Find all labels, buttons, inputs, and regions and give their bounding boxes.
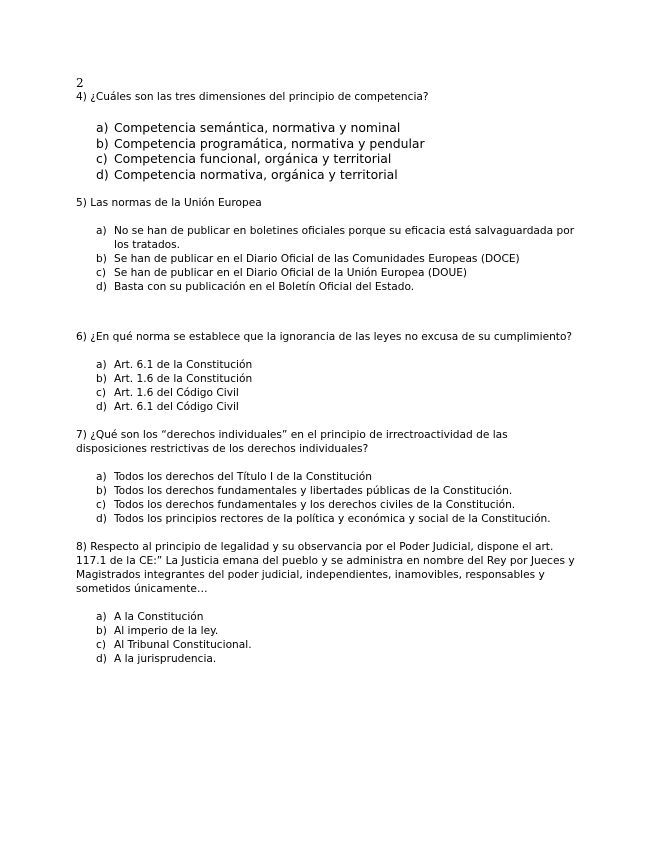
- option-b: [96, 484, 578, 498]
- option-label: b): [96, 135, 109, 151]
- option-text: Todos los derechos del Título I de la Constitución: [114, 471, 372, 483]
- option-label: d): [96, 653, 107, 665]
- option-label: c): [96, 267, 106, 279]
- option-b: [96, 372, 578, 386]
- option-text: Se han de publicar en el Diario Oficial de la Unión Europea (DOUE): [114, 267, 468, 279]
- question-5-text: 5) Las normas de la Unión Europea: [76, 197, 262, 209]
- question-8: [76, 540, 578, 666]
- option-a: [96, 120, 578, 136]
- option-label: b): [96, 625, 107, 637]
- option-text: Al imperio de la ley.: [114, 625, 219, 637]
- question-6: [76, 330, 578, 414]
- option-label: a): [96, 611, 107, 623]
- option-text: Competencia funcional, orgánica y territorial: [114, 151, 392, 166]
- option-label: c): [96, 151, 108, 166]
- option-text: Art. 1.6 de la Constitución: [114, 373, 253, 385]
- option-a: [96, 610, 578, 624]
- option-text: Art. 1.6 del Código Civil: [114, 387, 239, 399]
- option-c: [96, 638, 578, 652]
- option-d: [96, 652, 578, 666]
- question-5-options: [96, 224, 578, 294]
- option-text: Art. 6.1 de la Constitución: [114, 359, 253, 371]
- option-label: a): [96, 120, 109, 135]
- option-text: Competencia programática, normativa y pendular: [114, 135, 425, 151]
- option-b: [96, 624, 578, 638]
- option-label: a): [96, 471, 107, 483]
- option-a: [96, 358, 578, 372]
- option-text: Competencia normativa, orgánica y territorial: [114, 166, 398, 182]
- option-label: d): [96, 401, 107, 413]
- question-7-text: 7) ¿Qué son los “derechos individuales” en el principio de irrectroactividad de las disposiciones restrictivas de los derechos individuales?: [76, 429, 508, 455]
- option-text: Art. 6.1 del Código Civil: [114, 401, 239, 413]
- option-text: Al Tribunal Constitucional.: [114, 639, 252, 651]
- question-7-options: [96, 470, 578, 526]
- option-b: [96, 136, 578, 152]
- option-c: [96, 386, 578, 400]
- option-d: [96, 400, 578, 414]
- option-b: [96, 252, 578, 266]
- option-label: b): [96, 253, 107, 265]
- option-d: [96, 167, 578, 183]
- question-8-text: 8) Respecto al principio de legalidad y su observancia por el Poder Judicial, dispone el art. 117.1 de la CE:” La Justicia emana del pueblo y se administra en nombre del Rey por Jueces y Magistrados integrantes del poder judicial, independientes, inamovibles, responsables y sometidos únicamente…: [76, 541, 575, 595]
- option-a: [96, 470, 578, 484]
- option-label: b): [96, 485, 107, 497]
- option-text: Todos los derechos fundamentales y libertades públicas de la Constitución.: [114, 485, 513, 497]
- option-text: Competencia semántica, normativa y nominal: [114, 120, 401, 135]
- option-label: c): [96, 639, 106, 651]
- page-number: 2: [76, 76, 84, 90]
- option-label: c): [96, 387, 106, 399]
- option-label: a): [96, 225, 107, 237]
- option-text: Todos los principios rectores de la política y económica y social de la Constitución.: [114, 513, 551, 525]
- question-4-text: 4) ¿Cuáles son las tres dimensiones del principio de competencia?: [76, 91, 429, 103]
- question-7: [76, 428, 578, 526]
- question-8-options: [96, 610, 578, 666]
- option-label: d): [96, 166, 109, 182]
- option-c: [96, 151, 578, 167]
- question-5: [76, 196, 578, 294]
- option-label: b): [96, 373, 107, 385]
- option-label: c): [96, 499, 106, 511]
- option-d: [96, 512, 578, 526]
- option-a: [96, 224, 578, 252]
- option-d: [96, 280, 578, 294]
- question-6-options: [96, 358, 578, 414]
- option-label: a): [96, 359, 107, 371]
- option-text: Basta con su publicación en el Boletín Oficial del Estado.: [114, 281, 415, 293]
- option-c: [96, 498, 578, 512]
- option-text: Todos los derechos fundamentales y los derechos civiles de la Constitución.: [114, 499, 516, 511]
- option-text: A la jurisprudencia.: [114, 653, 217, 665]
- exam-page: [76, 76, 578, 666]
- question-4: [76, 90, 578, 182]
- question-6-text: 6) ¿En qué norma se establece que la ignorancia de las leyes no excusa de su cumplimiento?: [76, 331, 573, 343]
- option-label: d): [96, 281, 107, 293]
- option-text: A la Constitución: [114, 611, 204, 623]
- option-label: d): [96, 513, 107, 525]
- question-4-options: [96, 120, 578, 182]
- option-c: [96, 266, 578, 280]
- option-text: No se han de publicar en boletines oficiales porque su eficacia está salvaguardada por los tratados.: [114, 225, 575, 251]
- option-text: Se han de publicar en el Diario Oficial de las Comunidades Europeas (DOCE): [114, 253, 520, 265]
